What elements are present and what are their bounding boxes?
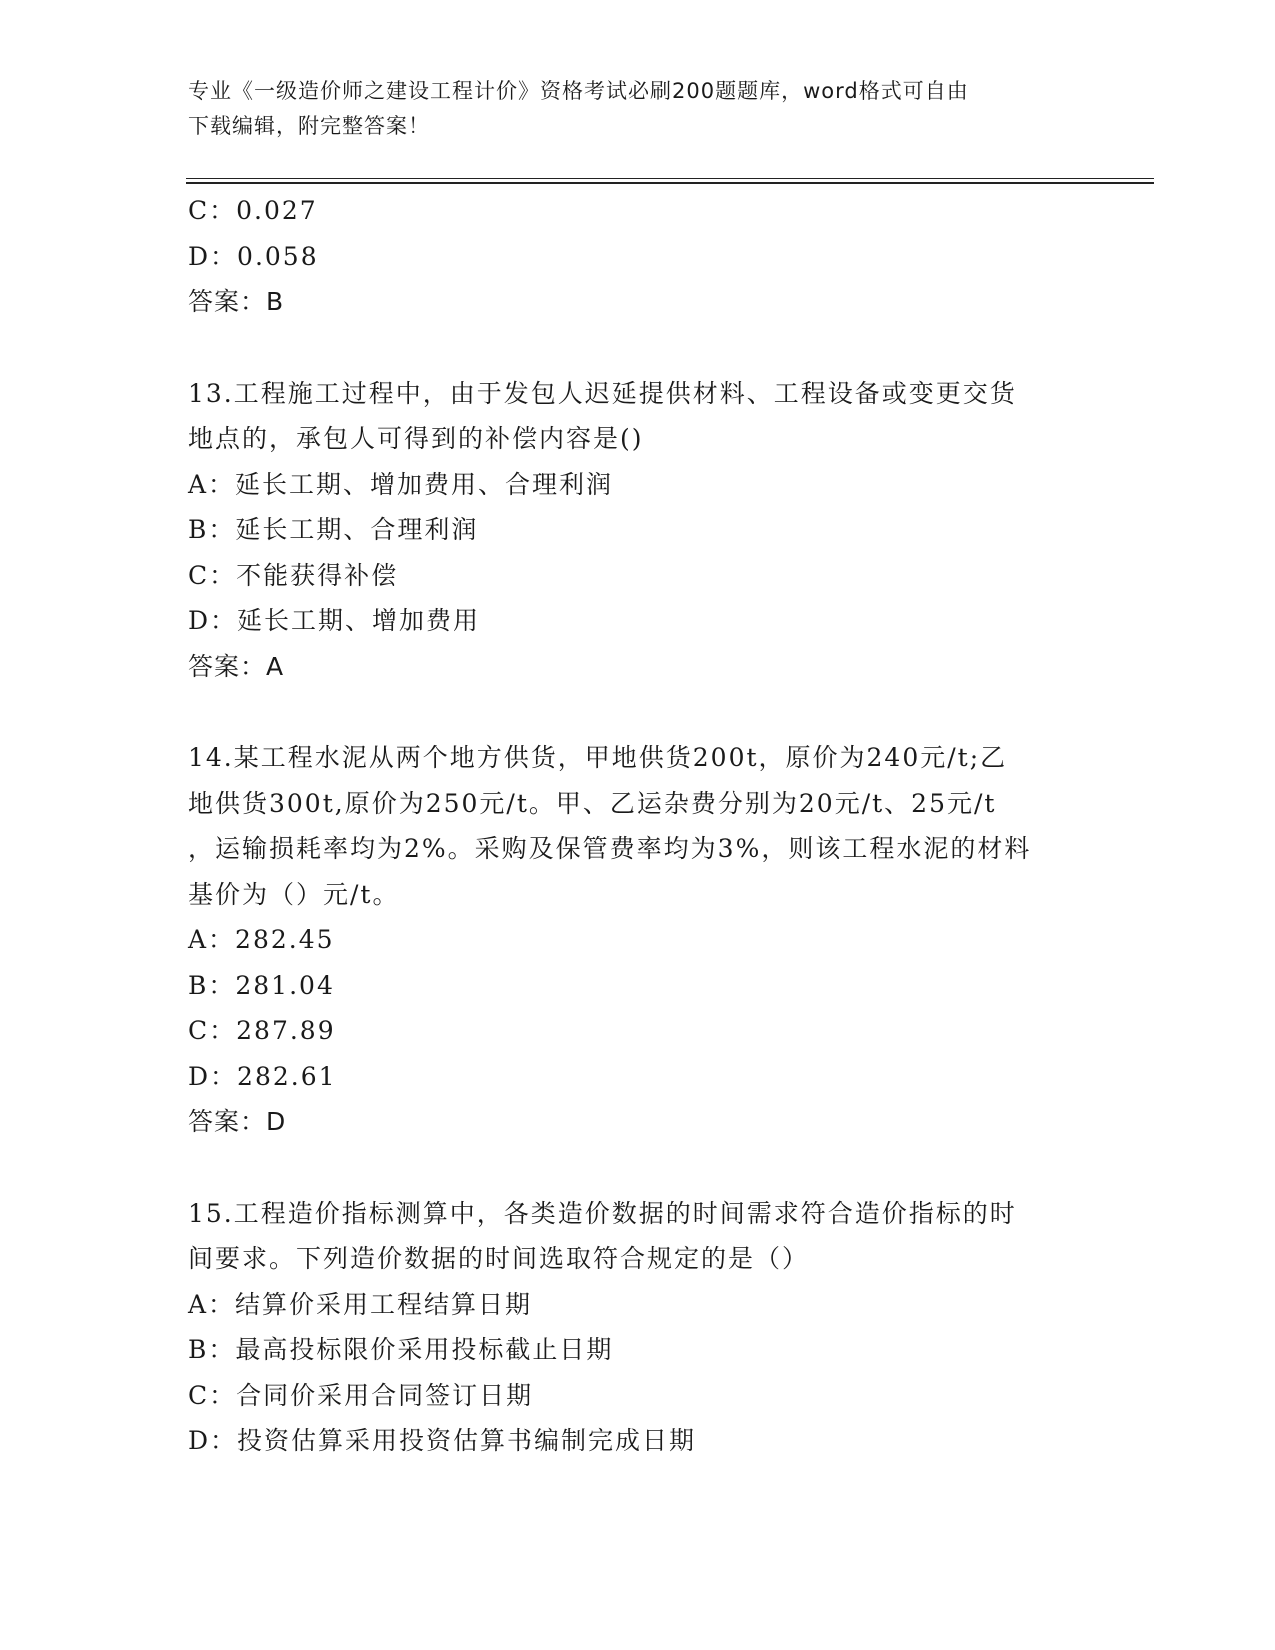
question-13 bbox=[188, 371, 1088, 690]
question-14 bbox=[188, 735, 1088, 1145]
header-text-line-1: 专业《一级造价师之建设工程计价》资格考试必刷200题题库，word格式可自由 bbox=[188, 79, 969, 103]
question-stem-line: 15.工程造价指标测算中，各类造价数据的时间需求符合造价指标的时 bbox=[188, 1198, 1017, 1228]
question-12-tail bbox=[188, 188, 1088, 325]
option-a: A：282.45 bbox=[188, 925, 335, 954]
question-stem-line: 地点的，承包人可得到的补偿内容是() bbox=[188, 424, 644, 453]
document-header bbox=[188, 74, 1068, 144]
document-body bbox=[188, 188, 1088, 1464]
option-d: D：投资估算采用投资估算书编制完成日期 bbox=[188, 1426, 697, 1455]
question-stem-line: 13.工程施工过程中，由于发包人迟延提供材料、工程设备或变更交货 bbox=[188, 378, 1017, 408]
option-b: B：最高投标限价采用投标截止日期 bbox=[188, 1335, 614, 1364]
option-b: B：281.04 bbox=[188, 970, 335, 1000]
option-a: A：结算价采用工程结算日期 bbox=[188, 1289, 533, 1319]
option-d: D：282.61 bbox=[188, 1061, 337, 1091]
option-b: B：延长工期、合理利润 bbox=[188, 515, 479, 544]
question-stem-line: 14.某工程水泥从两个地方供货，甲地供货200t，原价为240元/t;乙 bbox=[188, 743, 1008, 772]
answer-line: 答案：D bbox=[188, 1107, 287, 1136]
option-d: D：延长工期、增加费用 bbox=[188, 606, 481, 635]
question-stem-line: 间要求。下列造价数据的时间选取符合规定的是（） bbox=[188, 1244, 810, 1273]
question-15 bbox=[188, 1191, 1088, 1464]
header-divider-thick bbox=[186, 182, 1154, 184]
question-stem-line: 地供货300t,原价为250元/t。甲、乙运杂费分别为20元/t、25元/t bbox=[188, 788, 997, 818]
header-text-line-2: 下载编辑，附完整答案！ bbox=[188, 114, 430, 138]
question-stem-line: ，运输损耗率均为2%。采购及保管费率均为3%，则该工程水泥的材料 bbox=[188, 834, 1032, 863]
option-c: C：0.027 bbox=[188, 196, 318, 225]
question-stem-line: 基价为（）元/t。 bbox=[188, 879, 400, 909]
option-d: D：0.058 bbox=[188, 241, 319, 271]
answer-line: 答案：A bbox=[188, 651, 285, 681]
answer-line: 答案：B bbox=[188, 287, 285, 316]
option-c: C：合同价采用合同签订日期 bbox=[188, 1380, 534, 1410]
option-c: C：287.89 bbox=[188, 1016, 336, 1045]
header-divider-thin bbox=[186, 178, 1154, 179]
option-a: A：延长工期、增加费用、合理利润 bbox=[188, 469, 614, 499]
option-c: C：不能获得补偿 bbox=[188, 560, 399, 590]
